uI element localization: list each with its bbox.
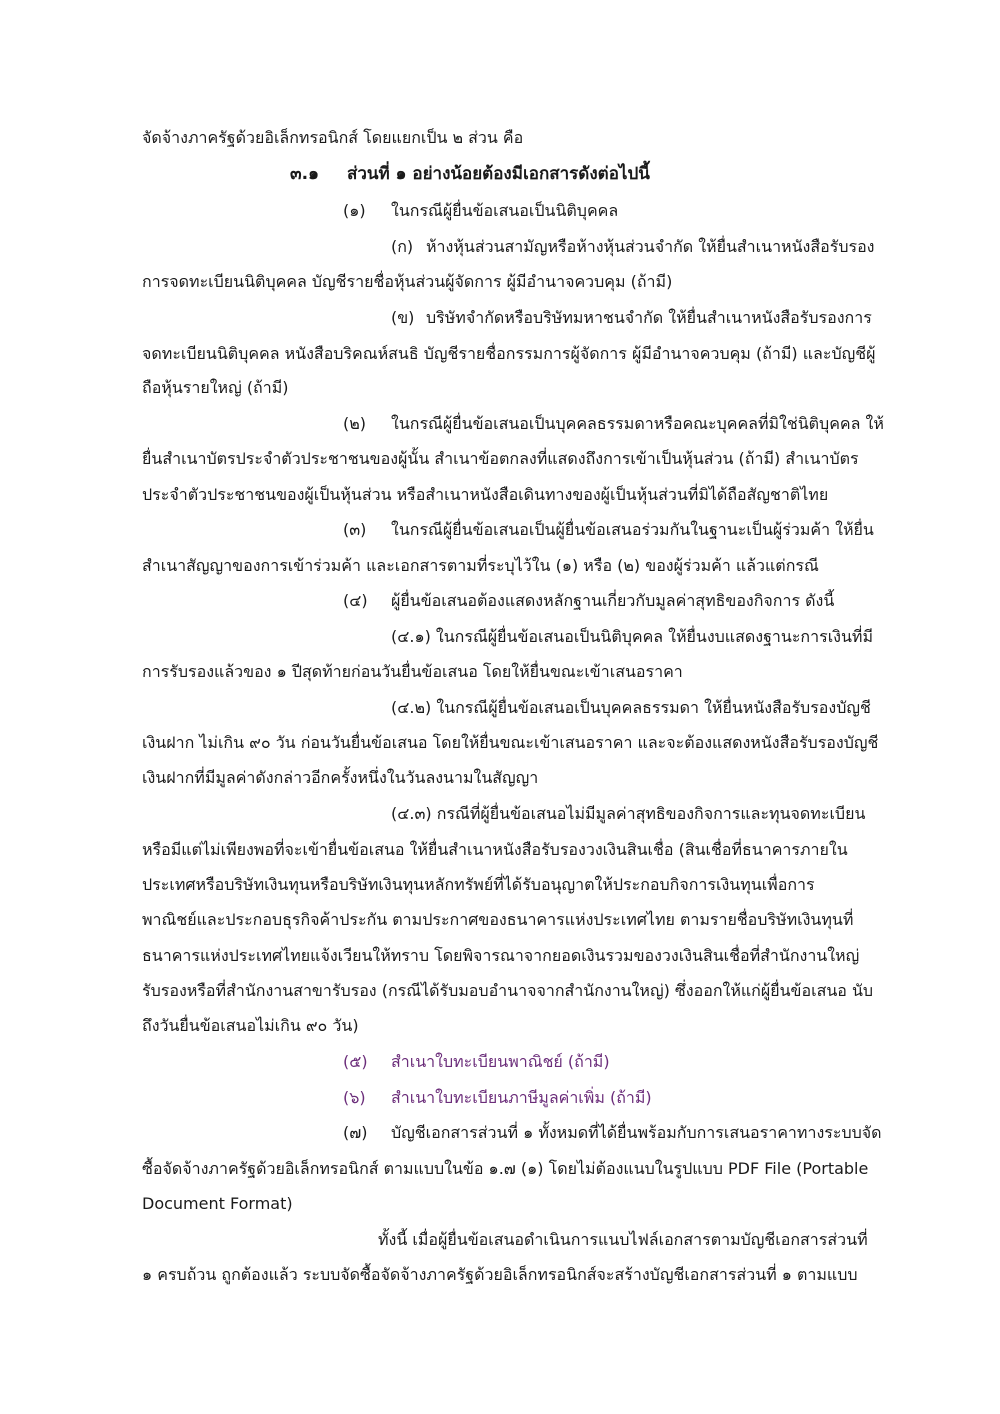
item-1b-line-2: จดทะเบียนนิติบุคคล หนังสือบริคณห์สนธิ บัญชีรายชื่อกรรมการผู้จัดการ ผู้มีอำนาจควบคุม (ถ้ามี) และบัญชีผู้ bbox=[142, 344, 876, 363]
intro-line: จัดจ้างภาครัฐด้วยอิเล็กทรอนิกส์ โดยแยกเป็น ๒ ส่วน คือ bbox=[142, 128, 524, 147]
item-2-line-1: ในกรณีผู้ยื่นข้อเสนอเป็นบุคคลธรรมดาหรือคณะบุคคลที่มิใช่นิติบุคคล ให้ bbox=[391, 414, 884, 433]
item-4-3-line-2: หรือมีแต่ไม่เพียงพอที่จะเข้ายื่นข้อเสนอ ให้ยื่นสำเนาหนังสือรับรองวงเงินสินเชื่อ (สินเชื่อที่ธนาคารภายใน bbox=[142, 840, 848, 859]
item-1a-line-1: ห้างหุ้นส่วนสามัญหรือห้างหุ้นส่วนจำกัด ให้ยื่นสำเนาหนังสือรับรอง bbox=[426, 237, 875, 256]
section-title: ส่วนที่ ๑ อย่างน้อยต้องมีเอกสารดังต่อไปนี้ bbox=[347, 164, 650, 184]
item-3-line-2: สำเนาสัญญาของการเข้าร่วมค้า และเอกสารตามที่ระบุไว้ใน (๑) หรือ (๒) ของผู้ร่วมค้า แล้วแต่กรณี bbox=[142, 556, 819, 575]
item-1a-line-2: การจดทะเบียนนิติบุคคล บัญชีรายชื่อหุ้นส่วนผู้จัดการ ผู้มีอำนาจควบคุม (ถ้ามี) bbox=[142, 272, 673, 291]
item-4-2-line-3: เงินฝากที่มีมูลค่าดังกล่าวอีกครั้งหนึ่งในวันลงนามในสัญญา bbox=[142, 768, 539, 787]
item-1a-number: (ก) bbox=[391, 237, 414, 256]
item-4-1-line-1: (๔.๑) ในกรณีผู้ยื่นข้อเสนอเป็นนิติบุคคล ให้ยื่นงบแสดงฐานะการเงินที่มี bbox=[391, 627, 873, 646]
section-number: ๓.๑ bbox=[290, 164, 319, 184]
item-7-line-1: บัญชีเอกสารส่วนที่ ๑ ทั้งหมดที่ได้ยื่นพร้อมกับการเสนอราคาทางระบบจัด bbox=[391, 1123, 882, 1142]
item-4-1-line-2: การรับรองแล้วของ ๑ ปีสุดท้ายก่อนวันยื่นข้อเสนอ โดยให้ยื่นขณะเข้าเสนอราคา bbox=[142, 662, 683, 681]
item-6-text: สำเนาใบทะเบียนภาษีมูลค่าเพิ่ม (ถ้ามี) bbox=[391, 1088, 652, 1107]
item-1-text: ในกรณีผู้ยื่นข้อเสนอเป็นนิติบุคคล bbox=[391, 201, 619, 220]
item-1b-line-1: บริษัทจำกัดหรือบริษัทมหาชนจำกัด ให้ยื่นสำเนาหนังสือรับรองการ bbox=[426, 308, 872, 327]
item-7-line-3: Document Format) bbox=[142, 1194, 293, 1213]
item-3-line-1: ในกรณีผู้ยื่นข้อเสนอเป็นผู้ยื่นข้อเสนอร่วมกันในฐานะเป็นผู้ร่วมค้า ให้ยื่น bbox=[391, 520, 874, 539]
item-4-3-line-3: ประเทศหรือบริษัทเงินทุนหรือบริษัทเงินทุนหลักทรัพย์ที่ได้รับอนุญาตให้ประกอบกิจการเงินทุนเพื่อการ bbox=[142, 875, 815, 894]
item-2-number: (๒) bbox=[343, 414, 367, 433]
item-4-3-line-5: ธนาคารแห่งประเทศไทยแจ้งเวียนให้ทราบ โดยพิจารณาจากยอดเงินรวมของวงเงินสินเชื่อที่สำนักงานใหญ่ bbox=[142, 946, 860, 965]
item-3-number: (๓) bbox=[343, 520, 367, 539]
item-5-text: สำเนาใบทะเบียนพาณิชย์ (ถ้ามี) bbox=[391, 1052, 610, 1071]
closing-line-1: ทั้งนี้ เมื่อผู้ยื่นข้อเสนอดำเนินการแนบไฟล์เอกสารตามบัญชีเอกสารส่วนที่ bbox=[378, 1230, 868, 1249]
item-5-number: (๕) bbox=[343, 1052, 368, 1071]
item-6-number: (๖) bbox=[343, 1088, 366, 1107]
item-7-line-2: ซื้อจัดจ้างภาครัฐด้วยอิเล็กทรอนิกส์ ตามแบบในข้อ ๑.๗ (๑) โดยไม่ต้องแนบในรูปแบบ PDF File (Portable bbox=[142, 1159, 869, 1178]
item-2-line-3: ประจำตัวประชาชนของผู้เป็นหุ้นส่วน หรือสำเนาหนังสือเดินทางของผู้เป็นหุ้นส่วนที่มิได้ถือสัญชาติไทย bbox=[142, 485, 829, 504]
item-4-3-line-6: รับรองหรือที่สำนักงานสาขารับรอง (กรณีได้รับมอบอำนาจจากสำนักงานใหญ่) ซึ่งออกให้แก่ผู้ยื่นข้อเสนอ นับ bbox=[142, 981, 874, 1000]
item-2-line-2: ยื่นสำเนาบัตรประจำตัวประชาชนของผู้นั้น สำเนาข้อตกลงที่แสดงถึงการเข้าเป็นหุ้นส่วน (ถ้ามี) สำเนาบัตร bbox=[142, 449, 859, 468]
item-4-3-line-4: พาณิชย์และประกอบธุรกิจค้าประกัน ตามประกาศของธนาคารแห่งประเทศไทย ตามรายชื่อบริษัทเงินทุนที่ bbox=[142, 910, 854, 929]
item-4-text: ผู้ยื่นข้อเสนอต้องแสดงหลักฐานเกี่ยวกับมูลค่าสุทธิของกิจการ ดังนี้ bbox=[391, 591, 835, 610]
item-1b-line-3: ถือหุ้นรายใหญ่ (ถ้ามี) bbox=[142, 378, 289, 397]
item-4-3-line-1: (๔.๓) กรณีที่ผู้ยื่นข้อเสนอไม่มีมูลค่าสุทธิของกิจการและทุนจดทะเบียน bbox=[391, 804, 866, 823]
item-4-3-line-7: ถึงวันยื่นข้อเสนอไม่เกิน ๙๐ วัน) bbox=[142, 1016, 359, 1035]
item-1b-number: (ข) bbox=[391, 308, 415, 327]
item-1-number: (๑) bbox=[343, 201, 366, 220]
item-4-number: (๔) bbox=[343, 591, 368, 610]
item-4-2-line-1: (๔.๒) ในกรณีผู้ยื่นข้อเสนอเป็นบุคคลธรรมดา ให้ยื่นหนังสือรับรองบัญชี bbox=[391, 698, 871, 717]
item-7-number: (๗) bbox=[343, 1123, 368, 1142]
item-4-2-line-2: เงินฝาก ไม่เกิน ๙๐ วัน ก่อนวันยื่นข้อเสนอ โดยให้ยื่นขณะเข้าเสนอราคา และจะต้องแสดงหนังสือรับรองบัญชี bbox=[142, 733, 879, 752]
closing-line-2: ๑ ครบถ้วน ถูกต้องแล้ว ระบบจัดซื้อจัดจ้างภาครัฐด้วยอิเล็กทรอนิกส์จะสร้างบัญชีเอกสารส่วนที่ ๑ ตามแบบ bbox=[142, 1265, 858, 1284]
